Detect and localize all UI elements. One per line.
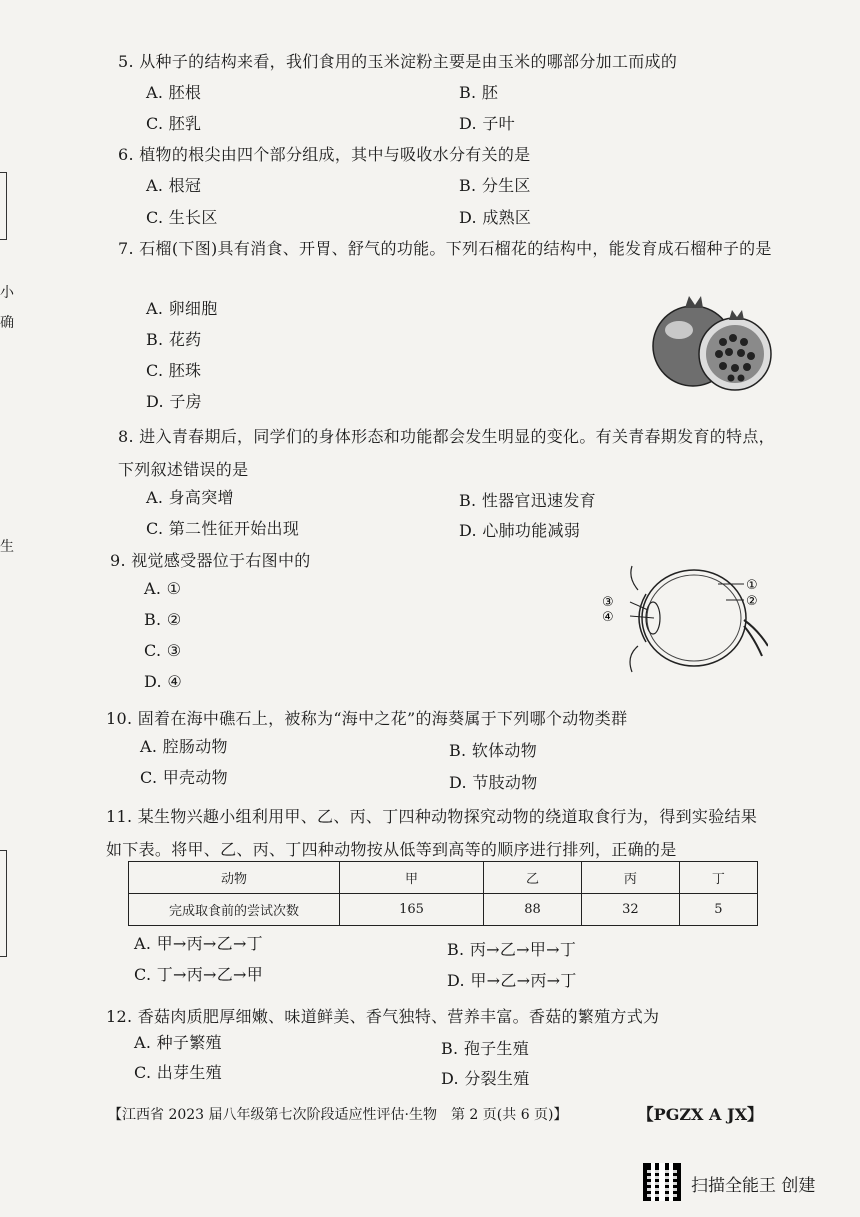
q9-option-c: C. ③ [144, 641, 182, 660]
q10-option-c: C. 甲壳动物 [140, 768, 228, 787]
margin-mark: 确 [0, 315, 14, 331]
q12-option-d: D. 分裂生殖 [441, 1069, 530, 1088]
q7-option-a: A. 卵细胞 [146, 299, 218, 318]
table-header-cell: 丙 [581, 862, 679, 894]
table-cell: 32 [581, 894, 679, 926]
q6-option-d: D. 成熟区 [459, 208, 532, 227]
q9-option-b: B. ② [144, 610, 182, 629]
eye-label-1: ① [746, 578, 758, 593]
question-6: 6. 植物的根尖由四个部分组成，其中与吸收水分有关的是 [118, 145, 531, 164]
question-11: 11. 某生物兴趣小组利用甲、乙、丙、丁四种动物探究动物的绕道取食行为，得到实验结果如下表。将甲、乙、丙、丁四种动物按从低等到高等的顺序进行排列，正确的是 [106, 807, 758, 859]
eye-label-2: ② [746, 594, 758, 609]
q9-option-a: A. ① [144, 579, 182, 598]
table-header-row [129, 862, 758, 894]
margin-mark: 小 [0, 285, 14, 301]
table-header-cell: 丁 [679, 862, 757, 894]
q10-option-b: B. 软体动物 [449, 741, 538, 760]
experiment-table [128, 861, 758, 926]
qr-code-icon [643, 1163, 681, 1201]
q7-option-c: C. 胚珠 [146, 361, 202, 380]
q7-option-d: D. 子房 [146, 392, 202, 411]
q7-option-b: B. 花药 [146, 330, 202, 349]
q8-option-c: C. 第二性征开始出现 [146, 519, 300, 538]
q12-option-b: B. 孢子生殖 [441, 1039, 530, 1058]
table-cell: 165 [340, 894, 484, 926]
question-7: 7. 石榴(下图)具有消食、开胃、舒气的功能。下列石榴花的结构中，能发育成石榴种子的是 [118, 239, 772, 258]
pomegranate-image [645, 290, 775, 398]
q6-option-a: A. 根冠 [146, 176, 202, 195]
q6-option-b: B. 分生区 [459, 176, 531, 195]
q5-option-d: D. 子叶 [459, 114, 515, 133]
q6-option-c: C. 生长区 [146, 208, 218, 227]
q5-option-c: C. 胚乳 [146, 114, 202, 133]
table-cell: 5 [679, 894, 757, 926]
eye-label-3: ③ [602, 595, 614, 610]
question-12: 12. 香菇肉质肥厚细嫩、味道鲜美、香气独特、营养丰富。香菇的繁殖方式为 [106, 1007, 660, 1026]
page-footer [108, 1104, 763, 1124]
margin-bracket [0, 850, 7, 957]
margin-mark: 生 [0, 539, 14, 555]
q11-option-a: A. 甲→丙→乙→丁 [134, 934, 263, 953]
scanner-label: 扫描全能王 创建 [691, 1176, 816, 1196]
table-header-cell: 乙 [484, 862, 582, 894]
table-cell: 完成取食前的尝试次数 [129, 894, 340, 926]
question-10: 10. 固着在海中礁石上，被称为“海中之花”的海葵属于下列哪个动物类群 [106, 709, 628, 728]
q12-option-c: C. 出芽生殖 [134, 1063, 222, 1082]
margin-bracket [0, 172, 7, 240]
q11-option-c: C. 丁→丙→乙→甲 [134, 965, 264, 984]
eye-label-4: ④ [602, 610, 614, 625]
q10-option-d: D. 节肢动物 [449, 773, 538, 792]
q10-option-a: A. 腔肠动物 [140, 737, 228, 756]
q5-option-a: A. 胚根 [146, 83, 202, 102]
table-header-cell: 动物 [129, 862, 340, 894]
eye-diagram [598, 560, 768, 678]
footer-text: 【江西省 2023 届八年级第七次阶段适应性评估·生物 第 2 页(共 6 页)】 [108, 1107, 568, 1123]
q11-option-d: D. 甲→乙→丙→丁 [447, 971, 577, 990]
footer-code: 【PGZX A JX】 [637, 1105, 763, 1124]
question-9: 9. 视觉感受器位于右图中的 [110, 551, 311, 570]
q11-option-b: B. 丙→乙→甲→丁 [447, 940, 577, 959]
q8-option-b: B. 性器官迅速发育 [459, 491, 596, 510]
q5-option-b: B. 胚 [459, 83, 499, 102]
table-row [129, 894, 758, 926]
q8-option-a: A. 身高突增 [146, 488, 234, 507]
table-cell: 88 [484, 894, 582, 926]
question-8: 8. 进入青春期后，同学们的身体形态和功能都会发生明显的变化。有关青春期发育的特点，下列叙述错误的是 [118, 427, 775, 479]
scanner-watermark [643, 1163, 843, 1203]
q8-option-d: D. 心肺功能减弱 [459, 521, 581, 540]
q9-option-d: D. ④ [144, 672, 182, 691]
table-header-cell: 甲 [340, 862, 484, 894]
question-5: 5. 从种子的结构来看，我们食用的玉米淀粉主要是由玉米的哪部分加工而成的 [118, 52, 678, 71]
q12-option-a: A. 种子繁殖 [134, 1033, 222, 1052]
